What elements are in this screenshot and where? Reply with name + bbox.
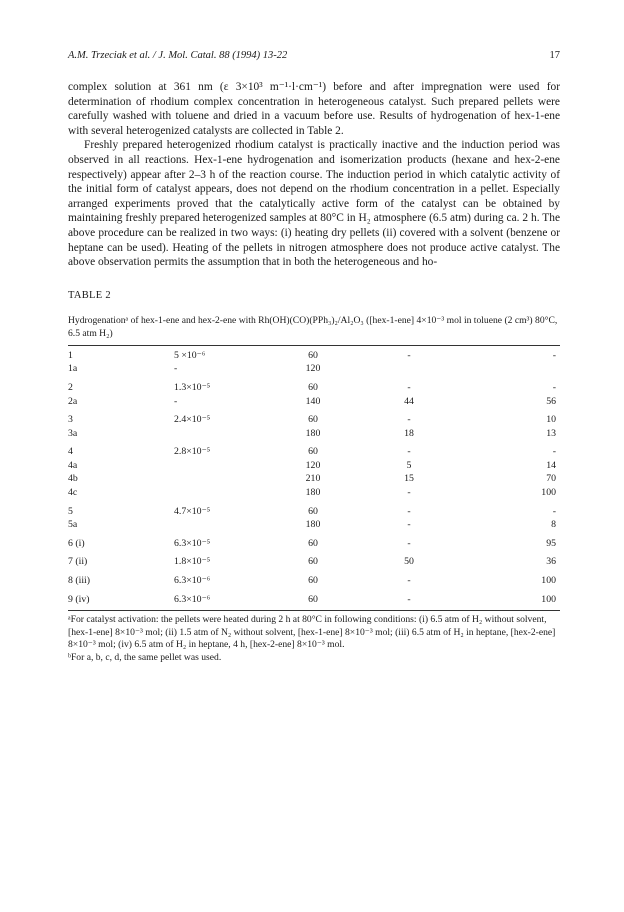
cell-rh-amount: 6.3×10⁻⁶ bbox=[174, 593, 211, 605]
cell-experiment: 4a bbox=[68, 459, 78, 471]
cell-experiment: 2a bbox=[68, 395, 78, 407]
cell-hexane: - bbox=[407, 381, 411, 393]
paragraph-1: complex solution at 361 nm (ε 3×10³ m⁻¹·l·cm⁻¹) before and after impregnation were used for determination of rhodium complex concentration in heterogeneous catalyst. Such prepared pellets were carefully washed with toluene and dried in a vacuum before use. Results of hydrogenation of hex-1-ene with several heterogenized catalysts are collected in Table 2. bbox=[68, 81, 560, 137]
cell-hexane: - bbox=[407, 505, 411, 517]
footnote-b: ᵇFor a, b, c, d, the same pellet was used. bbox=[68, 652, 222, 663]
cell-rh-amount bbox=[174, 427, 278, 441]
cell-experiment: 2 bbox=[68, 381, 73, 393]
cell-hexane: - bbox=[407, 487, 411, 499]
cell-experiment: 1 bbox=[68, 349, 73, 361]
cell-rh-amount: 2.4×10⁻⁵ bbox=[174, 414, 211, 426]
table-row bbox=[68, 588, 560, 611]
cell-hex-2-ene: 100 bbox=[541, 593, 556, 605]
cell-experiment: 5a bbox=[68, 519, 78, 531]
cell-time: 140 bbox=[305, 395, 321, 407]
cell-rh-amount: 5 ×10⁻⁶ bbox=[174, 349, 206, 361]
cell-time: 210 bbox=[305, 473, 321, 485]
cell-rh-amount: - bbox=[174, 395, 178, 407]
table-row bbox=[68, 500, 560, 519]
cell-hexane: - bbox=[407, 446, 411, 458]
page-number: 17 bbox=[549, 50, 560, 61]
table-row bbox=[68, 408, 560, 427]
cell-hex-2-ene: 10 bbox=[546, 414, 556, 426]
table-footnotes bbox=[68, 614, 560, 664]
table-caption: Hydrogenationᵃ of hex-1-ene and hex-2-ene with Rh(OH)(CO)(PPh₃)₂/Al₂O₃ ([hex-1-ene] 4×10⁻³ mol in toluene (2 cm³) 80°C, 6.5 atm H₂) bbox=[68, 314, 558, 339]
table-row bbox=[68, 395, 560, 409]
cell-hex-2-ene: 70 bbox=[546, 473, 556, 485]
cell-experiment: 4b bbox=[68, 473, 78, 485]
table-row bbox=[68, 550, 560, 569]
cell-time: 60 bbox=[308, 446, 318, 458]
cell-rh-amount: 4.7×10⁻⁵ bbox=[174, 505, 211, 517]
cell-hexane: - bbox=[407, 593, 411, 605]
cell-experiment: 5 bbox=[68, 505, 73, 517]
table-row bbox=[68, 518, 560, 532]
cell-experiment: 1a bbox=[68, 363, 78, 375]
cell-experiment: 6 (i) bbox=[68, 537, 85, 549]
cell-time: 60 bbox=[308, 556, 318, 568]
cell-time: 60 bbox=[308, 381, 318, 393]
cell-rh-amount bbox=[174, 459, 278, 473]
journal-page bbox=[68, 50, 560, 665]
table-row bbox=[68, 376, 560, 395]
table-row bbox=[68, 459, 560, 473]
cell-hexane: - bbox=[407, 349, 411, 361]
table-row bbox=[68, 486, 560, 500]
cell-hex-2-ene: - bbox=[552, 349, 556, 361]
cell-rh-amount: 2.8×10⁻⁵ bbox=[174, 446, 211, 458]
cell-hexane: 15 bbox=[404, 473, 414, 485]
cell-hexane: 18 bbox=[404, 427, 414, 439]
table-row bbox=[68, 532, 560, 551]
cell-hexane: - bbox=[407, 537, 411, 549]
cell-hex-2-ene: 56 bbox=[546, 395, 556, 407]
cell-time: 60 bbox=[308, 505, 318, 517]
cell-experiment: 7 (ii) bbox=[68, 556, 88, 568]
cell-hexane bbox=[348, 362, 470, 376]
cell-rh-amount bbox=[174, 486, 278, 500]
cell-time: 60 bbox=[308, 575, 318, 587]
cell-hexane: 50 bbox=[404, 556, 414, 568]
cell-hexane: - bbox=[407, 414, 411, 426]
cell-experiment: 8 (iii) bbox=[68, 575, 91, 587]
table-label: TABLE 2 bbox=[68, 289, 111, 301]
cell-hex-2-ene: 95 bbox=[546, 537, 556, 549]
cell-experiment: 4c bbox=[68, 487, 78, 499]
cell-time: 60 bbox=[308, 414, 318, 426]
cell-rh-amount bbox=[174, 472, 278, 486]
cell-hex-2-ene: 100 bbox=[541, 487, 556, 499]
cell-hexane: 44 bbox=[404, 395, 414, 407]
table-row bbox=[68, 569, 560, 588]
cell-time: 120 bbox=[305, 459, 321, 471]
cell-time: 180 bbox=[305, 487, 321, 499]
cell-hexane: 5 bbox=[406, 459, 412, 471]
cell-experiment: 9 (iv) bbox=[68, 593, 90, 605]
cell-time: 60 bbox=[308, 593, 318, 605]
cell-hex-2-ene: - bbox=[552, 381, 556, 393]
paragraph-2: Freshly prepared heterogenized rhodium catalyst is practically inactive and the induction period was observed in all reactions. Hex-1-ene hydrogenation and isomerization products (hexane and hex-2-ene respectively) appear after 2–3 h of the reaction course. The induction period in which catalytic activity of the initial form of catalyst appears, does not depend on the rhodium concentration in a pellet. Especially arranged experiments proved that the catalytically active form of the catalyst can be obtained by maintaining freshly prepared heterogenized samples at 80°C in H₂ atmosphere (6.5 atm) during ca. 2 h. The above procedure can be realized in two ways: (i) heating dry pellets (ii) covered with a solvent (benzene or heptane can be used). Heating of the pellets in nitrogen atmosphere does not produce active catalyst. The above observation permits the assumption that in both the heterogeneous and ho- bbox=[68, 139, 560, 269]
cell-time: 120 bbox=[305, 363, 321, 375]
cell-rh-amount: 1.3×10⁻⁵ bbox=[174, 381, 211, 393]
cell-hexane: - bbox=[407, 575, 411, 587]
cell-hex-2-ene: 14 bbox=[546, 459, 556, 471]
cell-hex-2-ene: 36 bbox=[546, 556, 556, 568]
table-row bbox=[68, 346, 560, 363]
cell-time: 180 bbox=[305, 427, 321, 439]
table-row bbox=[68, 427, 560, 441]
cell-experiment: 3 bbox=[68, 414, 73, 426]
footnote-a: ᵃFor catalyst activation: the pellets were heated during 2 h at 80°C in following conditions: (i) 6.5 atm of H₂ without solvent, [hex-1-ene] 8×10⁻³ mol; (ii) 1.5 atm of N₂ without solvent, [hex-1-ene] 8×10⁻³ mol; (iii) 6.5 atm of H₂ in heptane, [hex-2-ene] 8×10⁻³ mol; (iv) 6.5 atm of H₂ in heptane, 4 h, [hex-2-ene] 8×10⁻³ mol. bbox=[68, 614, 556, 651]
cell-rh-amount bbox=[174, 518, 278, 532]
body-text bbox=[68, 80, 560, 270]
table-row bbox=[68, 362, 560, 376]
cell-rh-amount: - bbox=[174, 363, 178, 375]
table-row bbox=[68, 440, 560, 459]
cell-hex-2-ene: 100 bbox=[541, 575, 556, 587]
cell-hex-2-ene: 8 bbox=[551, 519, 556, 531]
cell-experiment: 3a bbox=[68, 427, 78, 439]
cell-time: 60 bbox=[308, 349, 318, 361]
cell-hex-2-ene bbox=[470, 362, 560, 376]
cell-time: 60 bbox=[308, 537, 318, 549]
table-row bbox=[68, 472, 560, 486]
cell-experiment: 4 bbox=[68, 446, 73, 458]
cell-hex-2-ene: - bbox=[552, 505, 556, 517]
cell-hex-2-ene: 13 bbox=[546, 427, 556, 439]
cell-hexane: - bbox=[407, 519, 411, 531]
cell-rh-amount: 6.3×10⁻⁵ bbox=[174, 537, 211, 549]
running-header bbox=[68, 50, 560, 66]
cell-time: 180 bbox=[305, 519, 321, 531]
cell-rh-amount: 6.3×10⁻⁶ bbox=[174, 575, 211, 587]
results-table bbox=[68, 346, 560, 611]
journal-citation: A.M. Trzeciak et al. / J. Mol. Catal. 88 (1994) 13-22 bbox=[68, 50, 288, 61]
table-bottom-rule bbox=[68, 610, 560, 611]
cell-hex-2-ene: - bbox=[552, 446, 556, 458]
cell-rh-amount: 1.8×10⁻⁵ bbox=[174, 556, 211, 568]
